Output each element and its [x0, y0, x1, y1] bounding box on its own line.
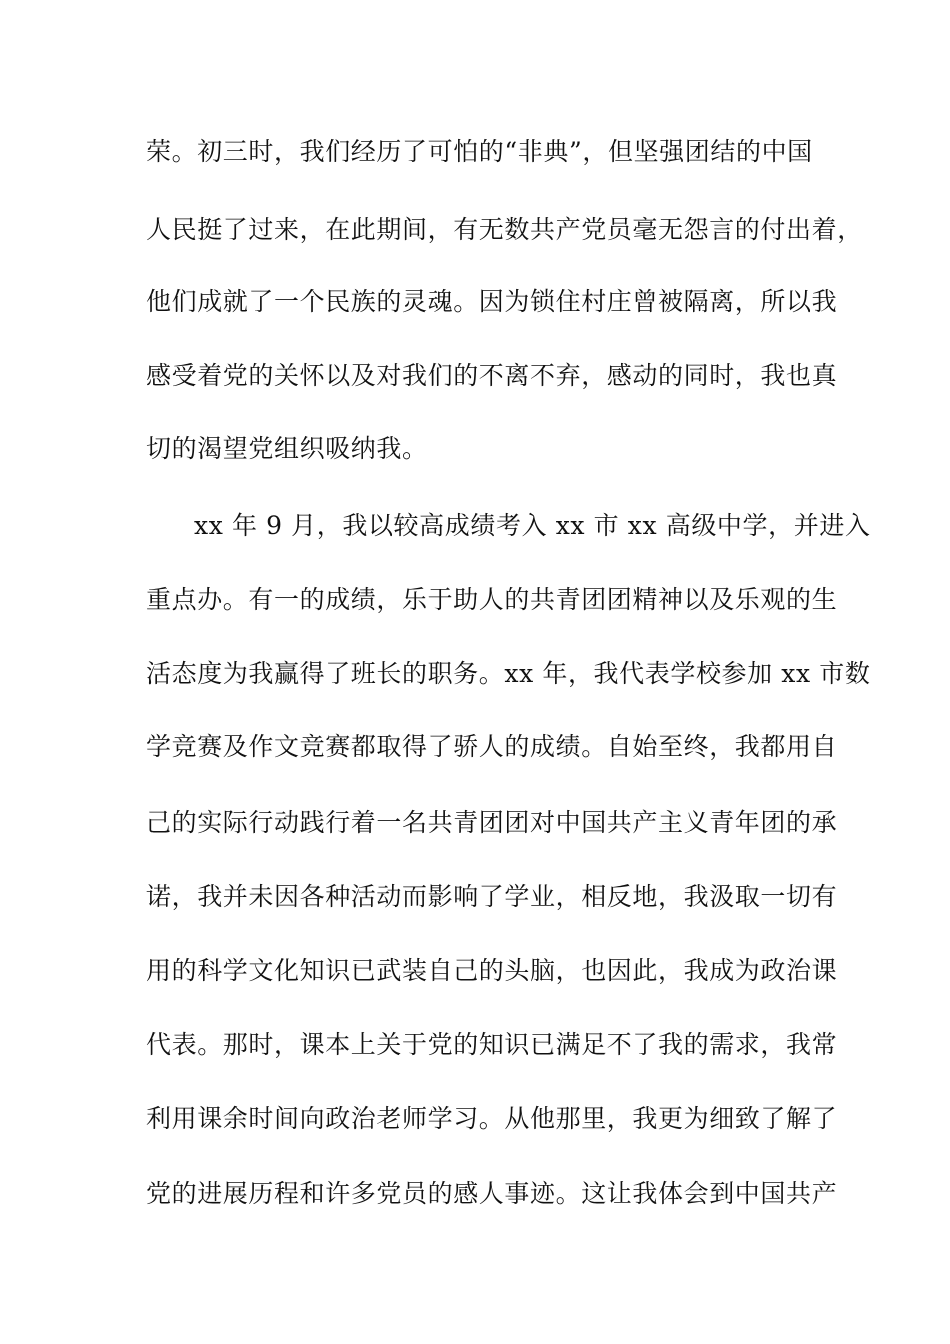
text-line: 用的科学文化知识已武装自己的头脑，也因此，我成为政治课 — [146, 956, 838, 985]
text-line: 人民挺了过来，在此期间，有无数共产党员毫无怨言的付出着， — [146, 215, 863, 244]
text-line: 他们成就了一个民族的灵魂。因为锁住村庄曾被隔离，所以我 — [146, 287, 838, 316]
text-line: 代表。那时，课本上关于党的知识已满足不了我的需求，我常 — [146, 1030, 838, 1059]
text-line: 学竞赛及作文竞赛都取得了骄人的成绩。自始至终，我都用自 — [146, 732, 838, 761]
text-line: 己的实际行动践行着一名共青团团对中国共产主义青年团的承 — [146, 808, 838, 837]
text-line: 荣。初三时，我们经历了可怕的“非典”，但坚强团结的中国 — [146, 137, 813, 166]
text-line: 诺，我并未因各种活动而影响了学业，相反地，我汲取一切有 — [146, 882, 838, 911]
text-line: 切的渴望党组织吸纳我。 — [146, 434, 428, 463]
text-line: 感受着党的关怀以及对我们的不离不弃，感动的同时，我也真 — [146, 361, 838, 390]
text-line: 活态度为我赢得了班长的职务。xx 年，我代表学校参加 xx 市数 — [146, 659, 871, 688]
text-line: 党的进展历程和许多党员的感人事迹。这让我体会到中国共产 — [146, 1179, 838, 1208]
text-line: 重点办。有一的成绩，乐于助人的共青团团精神以及乐观的生 — [146, 585, 838, 614]
paragraph-first-line: xx 年 9 月，我以较高成绩考入 xx 市 xx 高级中学，并进入 — [194, 511, 871, 540]
text-line: 利用课余时间向政治老师学习。从他那里，我更为细致了解了 — [146, 1104, 838, 1133]
